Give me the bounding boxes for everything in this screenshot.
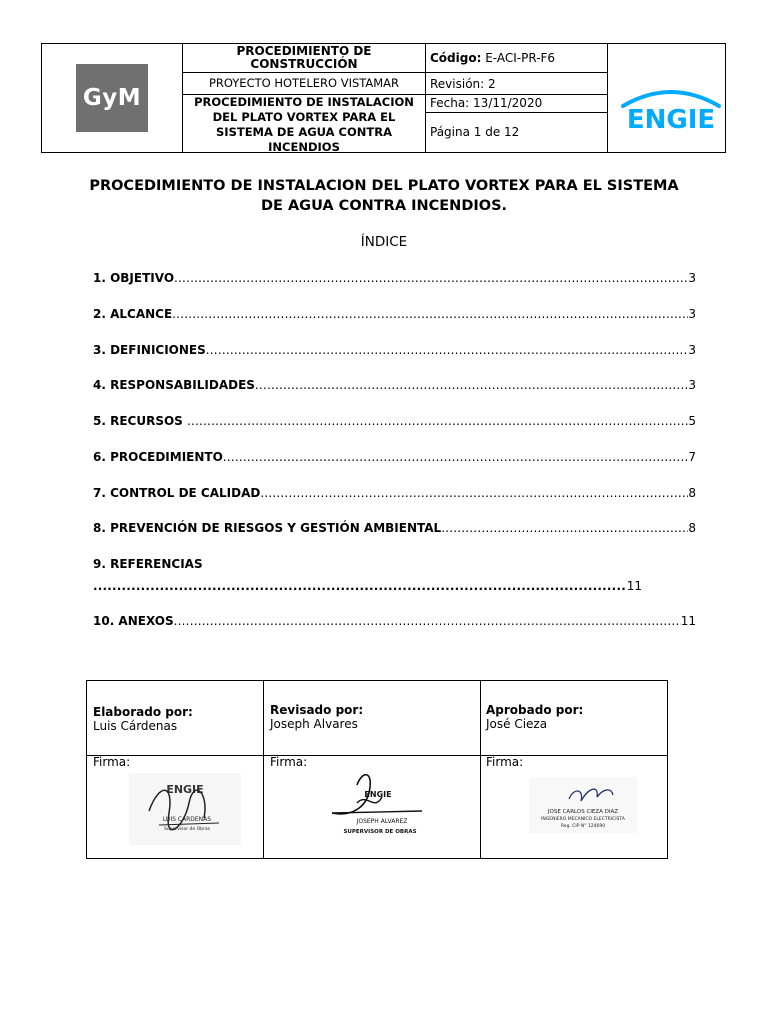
- toc-item[interactable]: [93, 614, 696, 628]
- document-title: PROCEDIMIENTO DE INSTALACION DEL PLATO VORTEX PARA EL SISTEMA DE AGUA CONTRA INCENDIOS.: [89, 178, 679, 214]
- header-table: [41, 43, 726, 153]
- toc-item[interactable]: [93, 378, 696, 392]
- toc-leader-dots: [174, 271, 688, 285]
- reviewed-by-label: Revisado por:: [270, 703, 364, 717]
- header-page: Página 1 de 12: [430, 125, 520, 139]
- svg-text:SUPERVISOR DE OBRAS: SUPERVISOR DE OBRAS: [343, 829, 417, 835]
- header-revision: Revisión: 2: [430, 77, 496, 91]
- toc-item-label: 10. ANEXOS: [93, 614, 174, 628]
- toc-item[interactable]: [93, 307, 696, 321]
- toc-leader-dots: [223, 450, 689, 464]
- toc-item[interactable]: [93, 521, 696, 535]
- toc-leader-dots: [172, 307, 688, 321]
- toc-item-page: 8: [688, 521, 696, 535]
- toc-item-label: 8. PREVENCIÓN DE RIESGOS Y GESTIÓN AMBIENTAL: [93, 521, 442, 535]
- signature-table: [86, 680, 668, 859]
- toc-item[interactable]: [93, 271, 696, 285]
- toc-item[interactable]: [93, 343, 696, 357]
- toc-item-label: 4. RESPONSABILIDADES: [93, 378, 255, 392]
- toc-item[interactable]: [93, 557, 696, 571]
- toc-leader-dots: [255, 378, 688, 392]
- header-code: [430, 51, 605, 65]
- engie-logo-text: ENGIE: [626, 105, 716, 134]
- toc-leader-dots: [93, 579, 627, 593]
- firma-label: Firma:: [486, 755, 524, 769]
- toc-item-page: 8: [688, 486, 696, 500]
- svg-text:JOSEPH ALVAREZ: JOSEPH ALVAREZ: [356, 818, 408, 825]
- engie-logo: [615, 74, 727, 134]
- svg-text:Supervisor de Obras: Supervisor de Obras: [164, 827, 210, 832]
- toc-item-label: 1. OBJETIVO: [93, 271, 175, 285]
- prepared-by-name: Luis Cárdenas: [93, 719, 178, 733]
- svg-text:ENGIE: ENGIE: [364, 790, 392, 799]
- toc-item-page: 3: [688, 307, 696, 321]
- prepared-by-label: Elaborado por:: [93, 705, 193, 719]
- toc-item[interactable]: [93, 450, 696, 464]
- gym-logo: [76, 64, 148, 132]
- toc-item-page: 11: [626, 579, 642, 593]
- header-project-name: PROYECTO HOTELERO VISTAMAR: [208, 76, 400, 90]
- toc-item-label: 3. DEFINICIONES: [93, 343, 206, 357]
- header-procedure-type: PROCEDIMIENTO DE CONSTRUCCIÓN: [236, 44, 372, 71]
- toc-item-label: 7. CONTROL DE CALIDAD: [93, 486, 261, 500]
- toc-item-page: 3: [688, 378, 696, 392]
- firma-label: Firma:: [93, 755, 131, 769]
- signature-stamp-2: [312, 767, 442, 845]
- header-date: Fecha: 13/11/2020: [430, 96, 543, 110]
- header-procedure-title: PROCEDIMIENTO DE INSTALACION DEL PLATO VORTEX PARA EL SISTEMA DE AGUA CONTRA INCENDIOS: [194, 95, 414, 154]
- svg-text:Reg. CIP N° 124690: Reg. CIP N° 124690: [560, 824, 606, 829]
- code-label: Código:: [430, 51, 482, 65]
- svg-text:ENGIE: ENGIE: [166, 783, 204, 796]
- toc-item-continuation[interactable]: [93, 579, 642, 593]
- toc-leader-dots: [174, 614, 681, 628]
- svg-text:LUIS CARDENAS: LUIS CARDENAS: [162, 816, 212, 823]
- reviewed-by: [270, 703, 363, 731]
- toc-leader-dots: [187, 414, 688, 428]
- signature-stamp-3: [529, 777, 637, 833]
- toc-item-label: 9. REFERENCIAS: [93, 557, 203, 571]
- toc-item-page: 11: [680, 614, 696, 628]
- toc-item-label: 6. PROCEDIMIENTO: [93, 450, 223, 464]
- toc-item[interactable]: [93, 414, 696, 428]
- toc-item[interactable]: [93, 486, 696, 500]
- toc-item-label: 2. ALCANCE: [93, 307, 173, 321]
- reviewed-by-name: Joseph Alvares: [270, 717, 358, 731]
- toc-leader-dots: [206, 343, 689, 357]
- approved-by-label: Aprobado por:: [486, 703, 584, 717]
- toc-item-page: 5: [688, 414, 696, 428]
- toc-leader-dots: [260, 486, 688, 500]
- toc-item-page: 7: [688, 450, 696, 464]
- toc-item-page: 3: [688, 271, 696, 285]
- svg-text:JOSE CARLOS CIEZA DIAZ: JOSE CARLOS CIEZA DIAZ: [547, 809, 619, 815]
- toc-leader-dots: [441, 521, 688, 535]
- code-value: E-ACI-PR-F6: [485, 51, 556, 65]
- approved-by: [486, 703, 583, 731]
- signature-stamp-1: [129, 773, 241, 845]
- index-heading: ÍNDICE: [360, 234, 408, 250]
- approved-by-name: José Cieza: [486, 717, 548, 731]
- toc-item-page: 3: [688, 343, 696, 357]
- prepared-by: [93, 705, 193, 733]
- gym-logo-text: GyM: [82, 85, 142, 111]
- firma-label: Firma:: [270, 755, 308, 769]
- svg-text:INGENIERO MECANICO ELECTRICIST: INGENIERO MECANICO ELECTRICISTA: [541, 817, 625, 822]
- toc-item-label: 5. RECURSOS: [93, 414, 187, 428]
